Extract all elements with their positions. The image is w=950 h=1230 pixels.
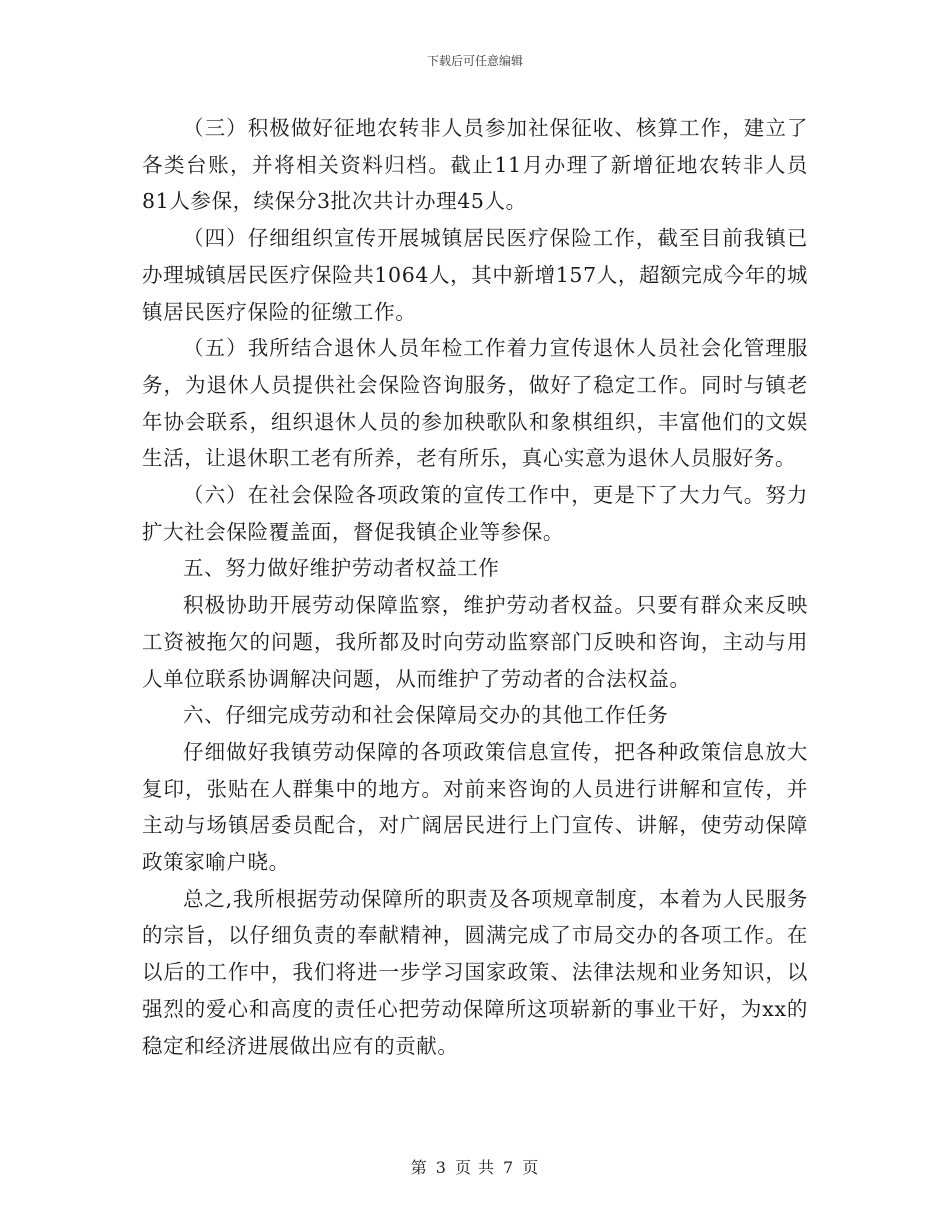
paragraph-item-6: （六）在社会保险各项政策的宣传工作中，更是下了大力气。努力扩大社会保险覆盖面，督促我镇企业等参保。 — [142, 483, 808, 544]
page-label-prefix: 第 — [410, 1158, 428, 1177]
total-pages: 7 — [503, 1158, 515, 1177]
paragraph-item-4: （四）仔细组织宣传开展城镇居民医疗保险工作，截至目前我镇已办理城镇居民医疗保险共1064人，其中新增157人，超额完成今年的城镇居民医疗保险的征缴工作。 — [142, 226, 808, 324]
page-footer — [0, 1155, 950, 1178]
paragraph-conclusion: 总之,我所根据劳动保障所的职责及各项规章制度，本着为人民服务的宗旨，以仔细负责的奉献精神，圆满完成了市局交办的各项工作。在以后的工作中，我们将进一步学习国家政策、法律法规和业务知识，以强烈的爱心和高度的责任心把劳动保障所这项崭新的事业干好，为xx的稳定和经济进展做出应有的贡献。 — [142, 886, 808, 1058]
paragraph-item-3: （三）积极做好征地农转非人员参加社保征收、核算工作，建立了各类台账，并将相关资料归档。截止11月办理了新增征地农转非人员81人参保，续保分3批次共计办理45人。 — [142, 116, 808, 214]
document-body — [142, 110, 808, 1064]
page-label-mid: 页 共 — [454, 1158, 496, 1177]
page-number: 3 — [435, 1158, 447, 1177]
page-label-suffix: 页 — [522, 1158, 540, 1177]
section-heading-5: 五、努力做好维护劳动者权益工作 — [183, 556, 500, 581]
paragraph-section-5: 积极协助开展劳动保障监察，维护劳动者权益。只要有群众来反映工资被拖欠的问题，我所都及时向劳动监察部门反映和咨询，主动与用人单位联系协调解决问题，从而维护了劳动者的合法权益。 — [142, 593, 808, 691]
page-header-note: 下载后可任意编辑 — [426, 54, 523, 68]
paragraph-item-5: （五）我所结合退休人员年检工作着力宣传退休人员社会化管理服务，为退休人员提供社会保险咨询服务，做好了稳定工作。同时与镇老年协会联系，组织退休人员的参加秧歌队和象棋组织，丰富他们的文娱生活，让退休职工老有所养，老有所乐，真心实意为退休人员服好务。 — [142, 336, 808, 471]
section-heading-6: 六、仔细完成劳动和社会保障局交办的其他工作任务 — [183, 703, 669, 728]
paragraph-section-6: 仔细做好我镇劳动保障的各项政策信息宣传，把各种政策信息放大复印，张贴在人群集中的地方。对前来咨询的人员进行讲解和宣传，并主动与场镇居委员配合，对广阔居民进行上门宣传、讲解，使劳动保障政策家喻户晓。 — [142, 739, 808, 875]
